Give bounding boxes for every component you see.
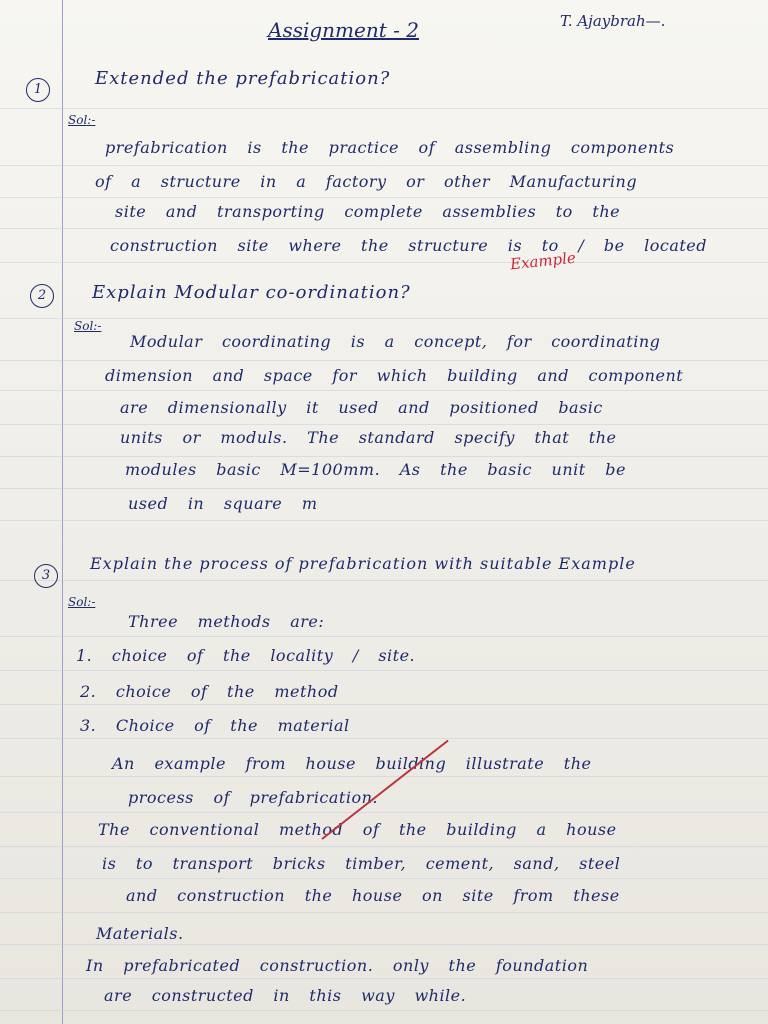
rule-line: [0, 262, 768, 263]
answer-line: In prefabricated construction. only the foundation: [86, 956, 589, 975]
answer-line: Modular coordinating is a concept, for coordinating: [130, 332, 661, 351]
rule-line: [0, 228, 768, 229]
rule-line: [0, 197, 768, 198]
rule-line: [0, 878, 768, 879]
rule-line: [0, 978, 768, 979]
answer-line: dimension and space for which building and component: [105, 366, 684, 385]
rule-line: [0, 520, 768, 521]
rule-line: [0, 424, 768, 425]
rule-line: [0, 165, 768, 166]
rule-line: [0, 776, 768, 777]
answer-line: site and transporting complete assemblies to the: [115, 202, 621, 221]
solution-label: Sol:-: [68, 595, 96, 609]
answer-line: and construction the house on site from these: [126, 886, 620, 905]
rule-line: [0, 670, 768, 671]
solution-label: Sol:-: [68, 113, 96, 127]
teacher-red-note: Example: [509, 248, 577, 274]
rule-line: [0, 636, 768, 637]
rule-line: [0, 488, 768, 489]
method-item: 3. Choice of the material: [80, 716, 350, 735]
answer-line: are constructed in this way while.: [104, 986, 467, 1005]
question-text: Explain the process of prefabrication with suitable Example: [90, 554, 636, 573]
rule-line: [0, 944, 768, 945]
solution-label: Sol:-: [74, 319, 102, 333]
margin-line: [62, 0, 63, 1024]
answer-line: An example from house building illustrate the: [112, 754, 592, 773]
question-number: 3: [34, 564, 58, 588]
answer-line: prefabrication is the practice of assembling components: [105, 138, 675, 157]
answer-line: is to transport bricks timber, cement, sand, steel: [102, 854, 621, 873]
answer-line: are dimensionally it used and positioned basic: [120, 398, 603, 417]
rule-line: [0, 318, 768, 319]
question-text: Extended the prefabrication?: [95, 68, 391, 89]
intro-line: Three methods are:: [128, 612, 325, 631]
question-text: Explain Modular co-ordination?: [92, 282, 411, 303]
rule-line: [0, 456, 768, 457]
answer-line: modules basic M=100mm. As the basic unit be: [125, 460, 626, 479]
author-name: T. Ajaybrah—.: [560, 12, 666, 30]
rule-line: [0, 846, 768, 847]
rule-line: [0, 912, 768, 913]
page-title: Assignment - 2: [268, 18, 419, 42]
rule-line: [0, 738, 768, 739]
rule-line: [0, 1010, 768, 1011]
answer-line: process of prefabrication.: [128, 788, 378, 807]
question-number: 2: [30, 284, 54, 308]
rule-line: [0, 812, 768, 813]
question-number: 1: [26, 78, 50, 102]
rule-line: [0, 580, 768, 581]
answer-line: used in square m: [128, 494, 318, 513]
answer-line: units or moduls. The standard specify that the: [120, 428, 617, 447]
rule-line: [0, 390, 768, 391]
rule-line: [0, 704, 768, 705]
method-item: 1. choice of the locality / site.: [76, 646, 416, 665]
answer-line: Materials.: [96, 924, 184, 943]
answer-line: The conventional method of the building a house: [98, 820, 617, 839]
method-item: 2. choice of the method: [80, 682, 339, 701]
answer-line: construction site where the structure is to / be located: [110, 236, 708, 255]
rule-line: [0, 360, 768, 361]
rule-line: [0, 108, 768, 109]
answer-line: of a structure in a factory or other Manufacturing: [95, 172, 638, 191]
